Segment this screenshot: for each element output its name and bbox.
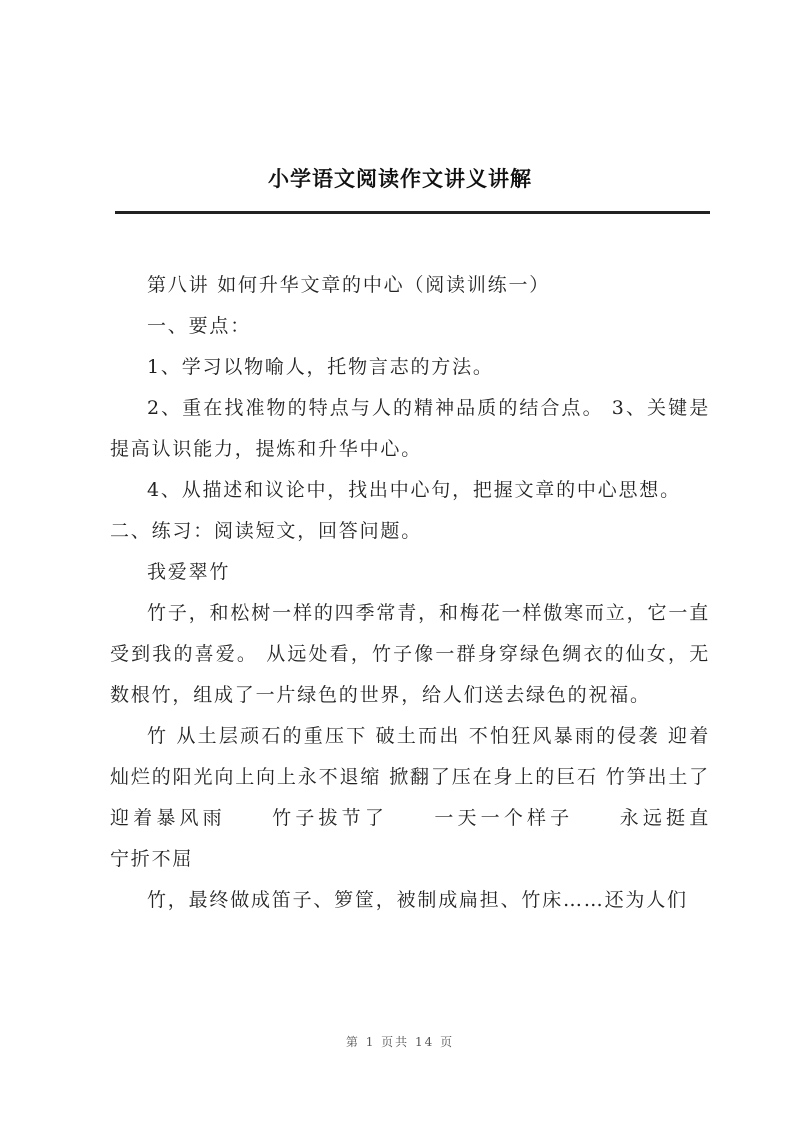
document-body xyxy=(110,265,752,921)
document-title: 小学语文阅读作文讲义讲解 xyxy=(268,166,532,191)
essay-paragraph-1: 竹子，和松树一样的四季常青，和梅花一样傲寒而立，它一直受到我的喜爱。 从远处看，竹子像一群身穿绿色绸衣的仙女，无数根竹，组成了一片绿色的世界，给人们送去绿色的祝福。 xyxy=(110,602,710,706)
essay-paragraph-3: 竹，最终做成笛子、箩筐，被制成扁担、竹床……还为人们 xyxy=(147,889,688,911)
section-two-heading: 二、练习：阅读短文，回答问题。 xyxy=(110,520,423,542)
essay-title: 我爱翠竹 xyxy=(147,561,231,583)
point-4: 4、从描述和议论中，找出中心句，把握文章的中心思想。 xyxy=(147,479,681,501)
point-1: 1、学习以物喻人，托物言志的方法。 xyxy=(147,356,494,378)
page-indicator: 第 1 页共 14 页 xyxy=(345,1035,455,1049)
title-underline xyxy=(115,211,710,214)
essay-paragraph-2: 竹 从土层顽石的重压下 破土而出 不怕狂风暴雨的侵袭 迎着灿烂的阳光向上向上永不退缩 掀翻了压在身上的巨石 竹笋出土了 迎着暴风雨 竹子拔节了 一天一个样子 永远挺直 宁折不屈 xyxy=(110,725,752,870)
section-one-heading: 一、要点： xyxy=(147,315,252,337)
lecture-heading: 第八讲 如何升华文章的中心（阅读训练一） xyxy=(147,274,551,296)
point-2-3: 2、重在找准物的特点与人的精神品质的结合点。 3、关键是提高认识能力，提炼和升华中心。 xyxy=(110,397,710,460)
